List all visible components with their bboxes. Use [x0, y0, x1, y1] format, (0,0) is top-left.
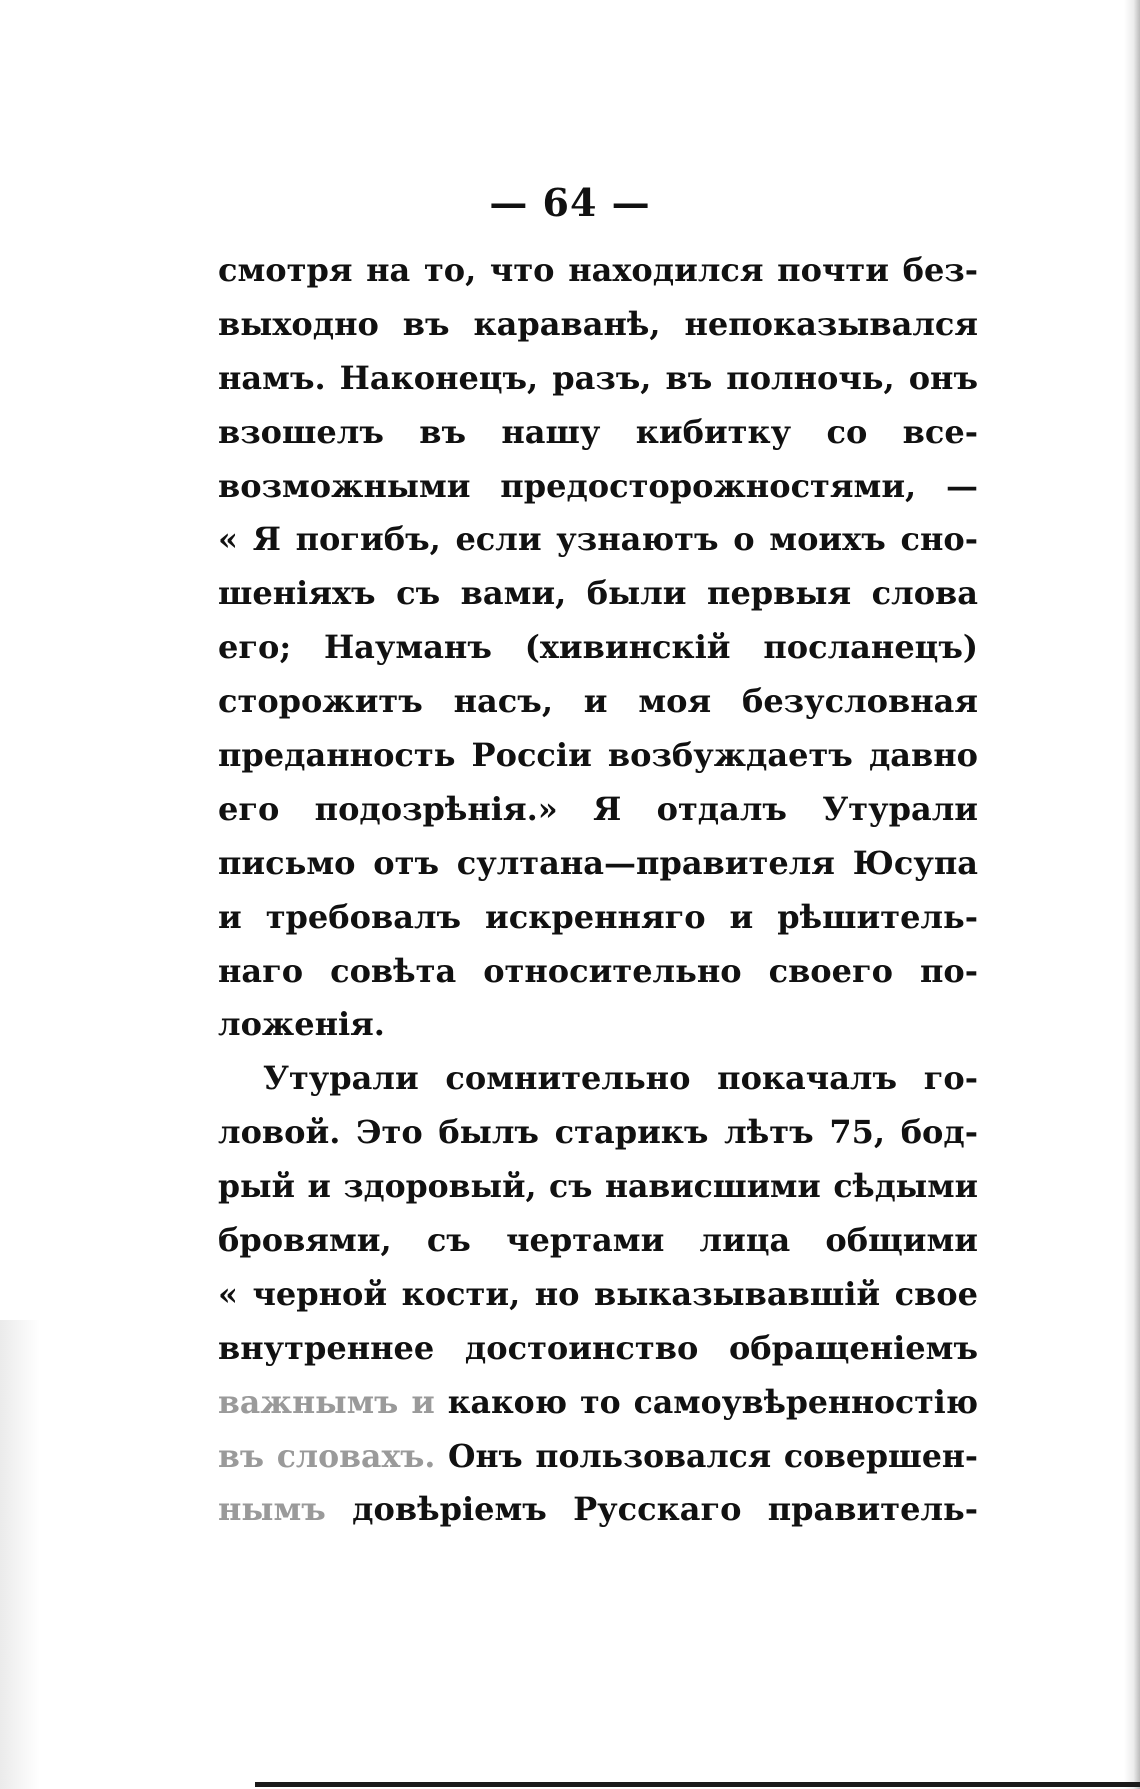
text-line: внутреннее достоинство обращеніемъ	[218, 1328, 978, 1367]
scan-fade-left	[0, 1320, 40, 1789]
page-bottom-edge	[255, 1782, 1140, 1787]
paragraph-end-line: ложенія.	[218, 1005, 385, 1044]
text-line: бровями, съ чертами лица общими	[218, 1221, 978, 1260]
line-text: довѣріемъ Русскаго правитель-	[325, 1490, 978, 1529]
page-number: — 64 —	[489, 180, 651, 225]
text-line: « Я погибъ, если узнаютъ о моихъ сно-	[218, 520, 978, 559]
paragraph-start-line: Утурали сомнительно покачалъ го-	[263, 1059, 978, 1098]
faded-text: нымъ	[218, 1490, 326, 1529]
faded-text: въ словахъ.	[218, 1437, 436, 1475]
text-line: письмо отъ султана—правителя Юсупа	[218, 843, 978, 882]
body-text	[218, 244, 978, 1537]
text-line	[218, 1376, 978, 1430]
text-line: рый и здоровый, съ нависшими сѣдыми	[218, 1168, 978, 1206]
line-text: какою то самоувѣренностію	[434, 1383, 978, 1421]
text-line: преданность Россіи возбуждаетъ давно	[218, 736, 978, 775]
text-line: его; Науманъ (хивинскій посланецъ)	[218, 628, 978, 667]
text-line: сторожитъ насъ, и моя безусловная	[218, 682, 978, 721]
text-line: намъ. Наконецъ, разъ, въ полночь, онъ	[218, 358, 978, 397]
text-line: шеніяхъ съ вами, были первыя слова	[218, 574, 978, 613]
text-line: выходно въ караванѣ, непоказывался	[218, 304, 978, 343]
text-line: смотря на то, что находился почти без-	[218, 251, 978, 289]
text-line: и требовалъ искренняго и рѣшитель-	[218, 897, 978, 936]
scan-edge-shadow	[1124, 0, 1140, 1789]
text-line	[218, 1430, 978, 1484]
faded-text: важнымъ и	[218, 1383, 435, 1421]
text-line: его подозрѣнія.» Я отдалъ Утурали	[218, 789, 978, 828]
text-line	[218, 1483, 978, 1537]
text-line: взошелъ въ нашу кибитку со все-	[218, 412, 978, 451]
text-line: возможными предосторожностями, —	[218, 466, 978, 505]
text-line: « черной кости, но выказывавшій свое	[218, 1274, 978, 1313]
text-line: наго совѣта относительно своего по-	[218, 951, 978, 990]
text-line: ловой. Это былъ старикъ лѣтъ 75, бод-	[218, 1113, 978, 1152]
line-text: Онъ пользовался совершен-	[435, 1437, 978, 1475]
